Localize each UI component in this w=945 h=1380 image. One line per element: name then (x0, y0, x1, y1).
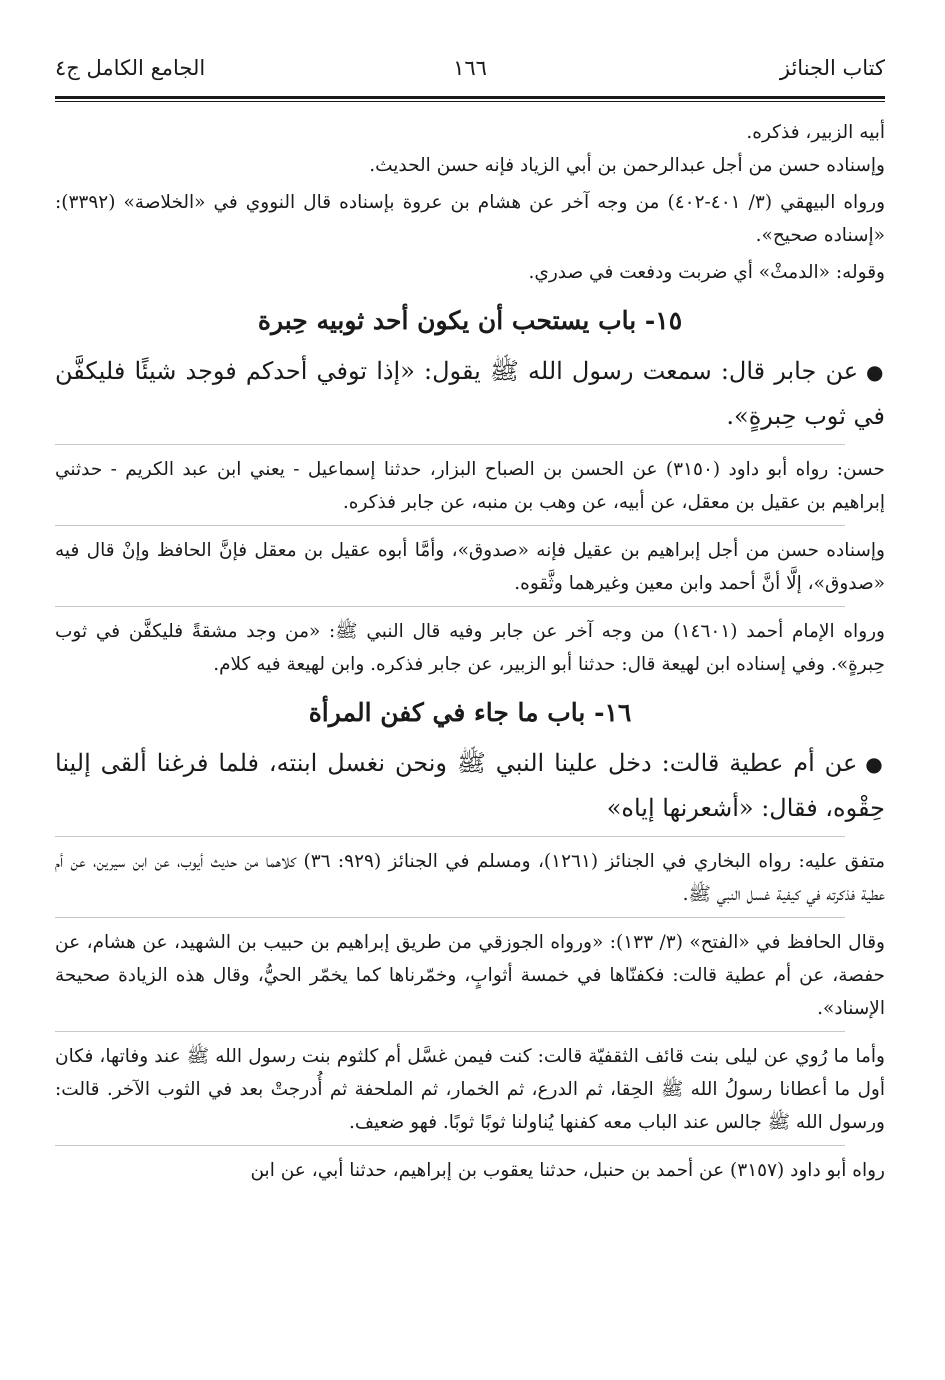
divider (55, 444, 845, 445)
header-rule (55, 96, 885, 102)
section-heading: ١٥- باب يستحب أن يكون أحد ثوبيه حِبرة (257, 306, 683, 335)
hadith-body: عن جابر قال: سمعت رسول الله ﷺ يقول: «إذا توفي أحدكم فوجد شيئًا فليكفَّن في ثوب حِبرةٍ». (55, 357, 885, 430)
chapter-title: كتاب الجنائز (779, 56, 885, 80)
divider (55, 1031, 845, 1032)
book-title: الجامع الكامل ج٤ (55, 56, 206, 80)
section-heading: ١٦- باب ما جاء في كفن المرأة (308, 698, 632, 727)
commentary: رواه أبو داود (٣١٥٧) عن أحمد بن حنبل، حدثنا يعقوب بن إبراهيم، حدثنا أبي، عن ابن (250, 1160, 885, 1181)
commentary: حسن: رواه أبو داود (٣١٥٠) عن الحسن بن الصباح البزار، حدثنا إسماعيل - يعني ابن عبد الكريم - حدثني إبراهيم بن عقيل بن معقل، عن أبيه، عن وهب بن منبه، عن جابر فذكره. (55, 459, 885, 513)
paragraph: ورواه البيهقي (٣/ ٤٠١-٤٠٢) من وجه آخر عن هشام بن عروة بإسناده قال النووي في «الخلاصة» (٣٣٩٢): «إسناده صحيح». (55, 192, 885, 246)
hadith-text (55, 741, 885, 830)
page-number: ١٦٦ (453, 56, 487, 80)
bullet-icon: ● (865, 752, 885, 776)
book-page (55, 52, 885, 1187)
commentary: متفق عليه: رواه البخاري في الجنائز (١٢٦١)، ومسلم في الجنائز (٩٢٩: ٣٦) كلاهما من حديث أيوب، عن ابن سيرين، عن أم عطية فذكرته في كيفية غسل النبي ﷺ. (55, 851, 885, 905)
page-header (55, 52, 885, 96)
paragraph: أبيه الزبير، فذكره. (746, 122, 885, 143)
bullet-icon: ● (866, 360, 885, 384)
commentary: وقال الحافظ في «الفتح» (٣/ ١٣٣): «ورواه الجوزقي من طريق إبراهيم بن حبيب بن الشهيد، عن هشام، عن حفصة، عن أم عطية قالت: فكفنّاها في خمسة أثوابٍ، وخمّرناها كما يخمّر الحيُّ، وقال هذه الزيادة صحيحة الإسناد». (55, 932, 885, 1019)
commentary: ورواه الإمام أحمد (١٤٦٠١) من وجه آخر عن جابر وفيه قال النبي ﷺ: «من وجد مشقةً فليكفَّن في ثوب حِبرةٍ». وفي إسناده ابن لهيعة قال: حدثنا أبو الزبير، عن جابر فذكره. وابن لهيعة فيه كلام. (55, 621, 885, 675)
hadith-body: عن أم عطية قالت: دخل علينا النبي ﷺ ونحن نغسل ابنته، فلما فرغنا ألقى إلينا حِقْوه، فقال: «أشعرنها إياه» (55, 749, 885, 822)
commentary: وأما ما رُوي عن ليلى بنت قائف الثقفيّة قالت: كنت فيمن غسَّل أم كلثوم بنت رسول الله ﷺ عند وفاتها، فكان أول ما أعطانا رسولُ الله ﷺ الحِقا، ثم الدرع، ثم الخمار، ثم الملحفة ثم أُدرجتْ بعد في الثوب الآخر. قالت: ورسول الله ﷺ جالس عند الباب معه كفنها يُناولنا ثوبًا ثوبًا. فهو ضعيف. (55, 1046, 885, 1133)
commentary: وإسناده حسن من أجل إبراهيم بن عقيل فإنه «صدوق»، وأمَّا أبوه عقيل بن معقل فإنَّ الحافظ وإنْ قال فيه «صدوق»، إلَّا أنَّ أحمد وابن معين وغيرهما وثَّقوه. (55, 540, 885, 594)
paragraph: وإسناده حسن من أجل عبدالرحمن بن أبي الزياد فإنه حسن الحديث. (369, 155, 885, 176)
divider (55, 606, 845, 607)
paragraph: وقوله: «الدمثْ» أي ضربت ودفعت في صدري. (528, 262, 885, 283)
divider (55, 917, 845, 918)
hadith-text (55, 349, 885, 438)
divider (55, 836, 845, 837)
divider (55, 525, 845, 526)
divider (55, 1145, 845, 1146)
